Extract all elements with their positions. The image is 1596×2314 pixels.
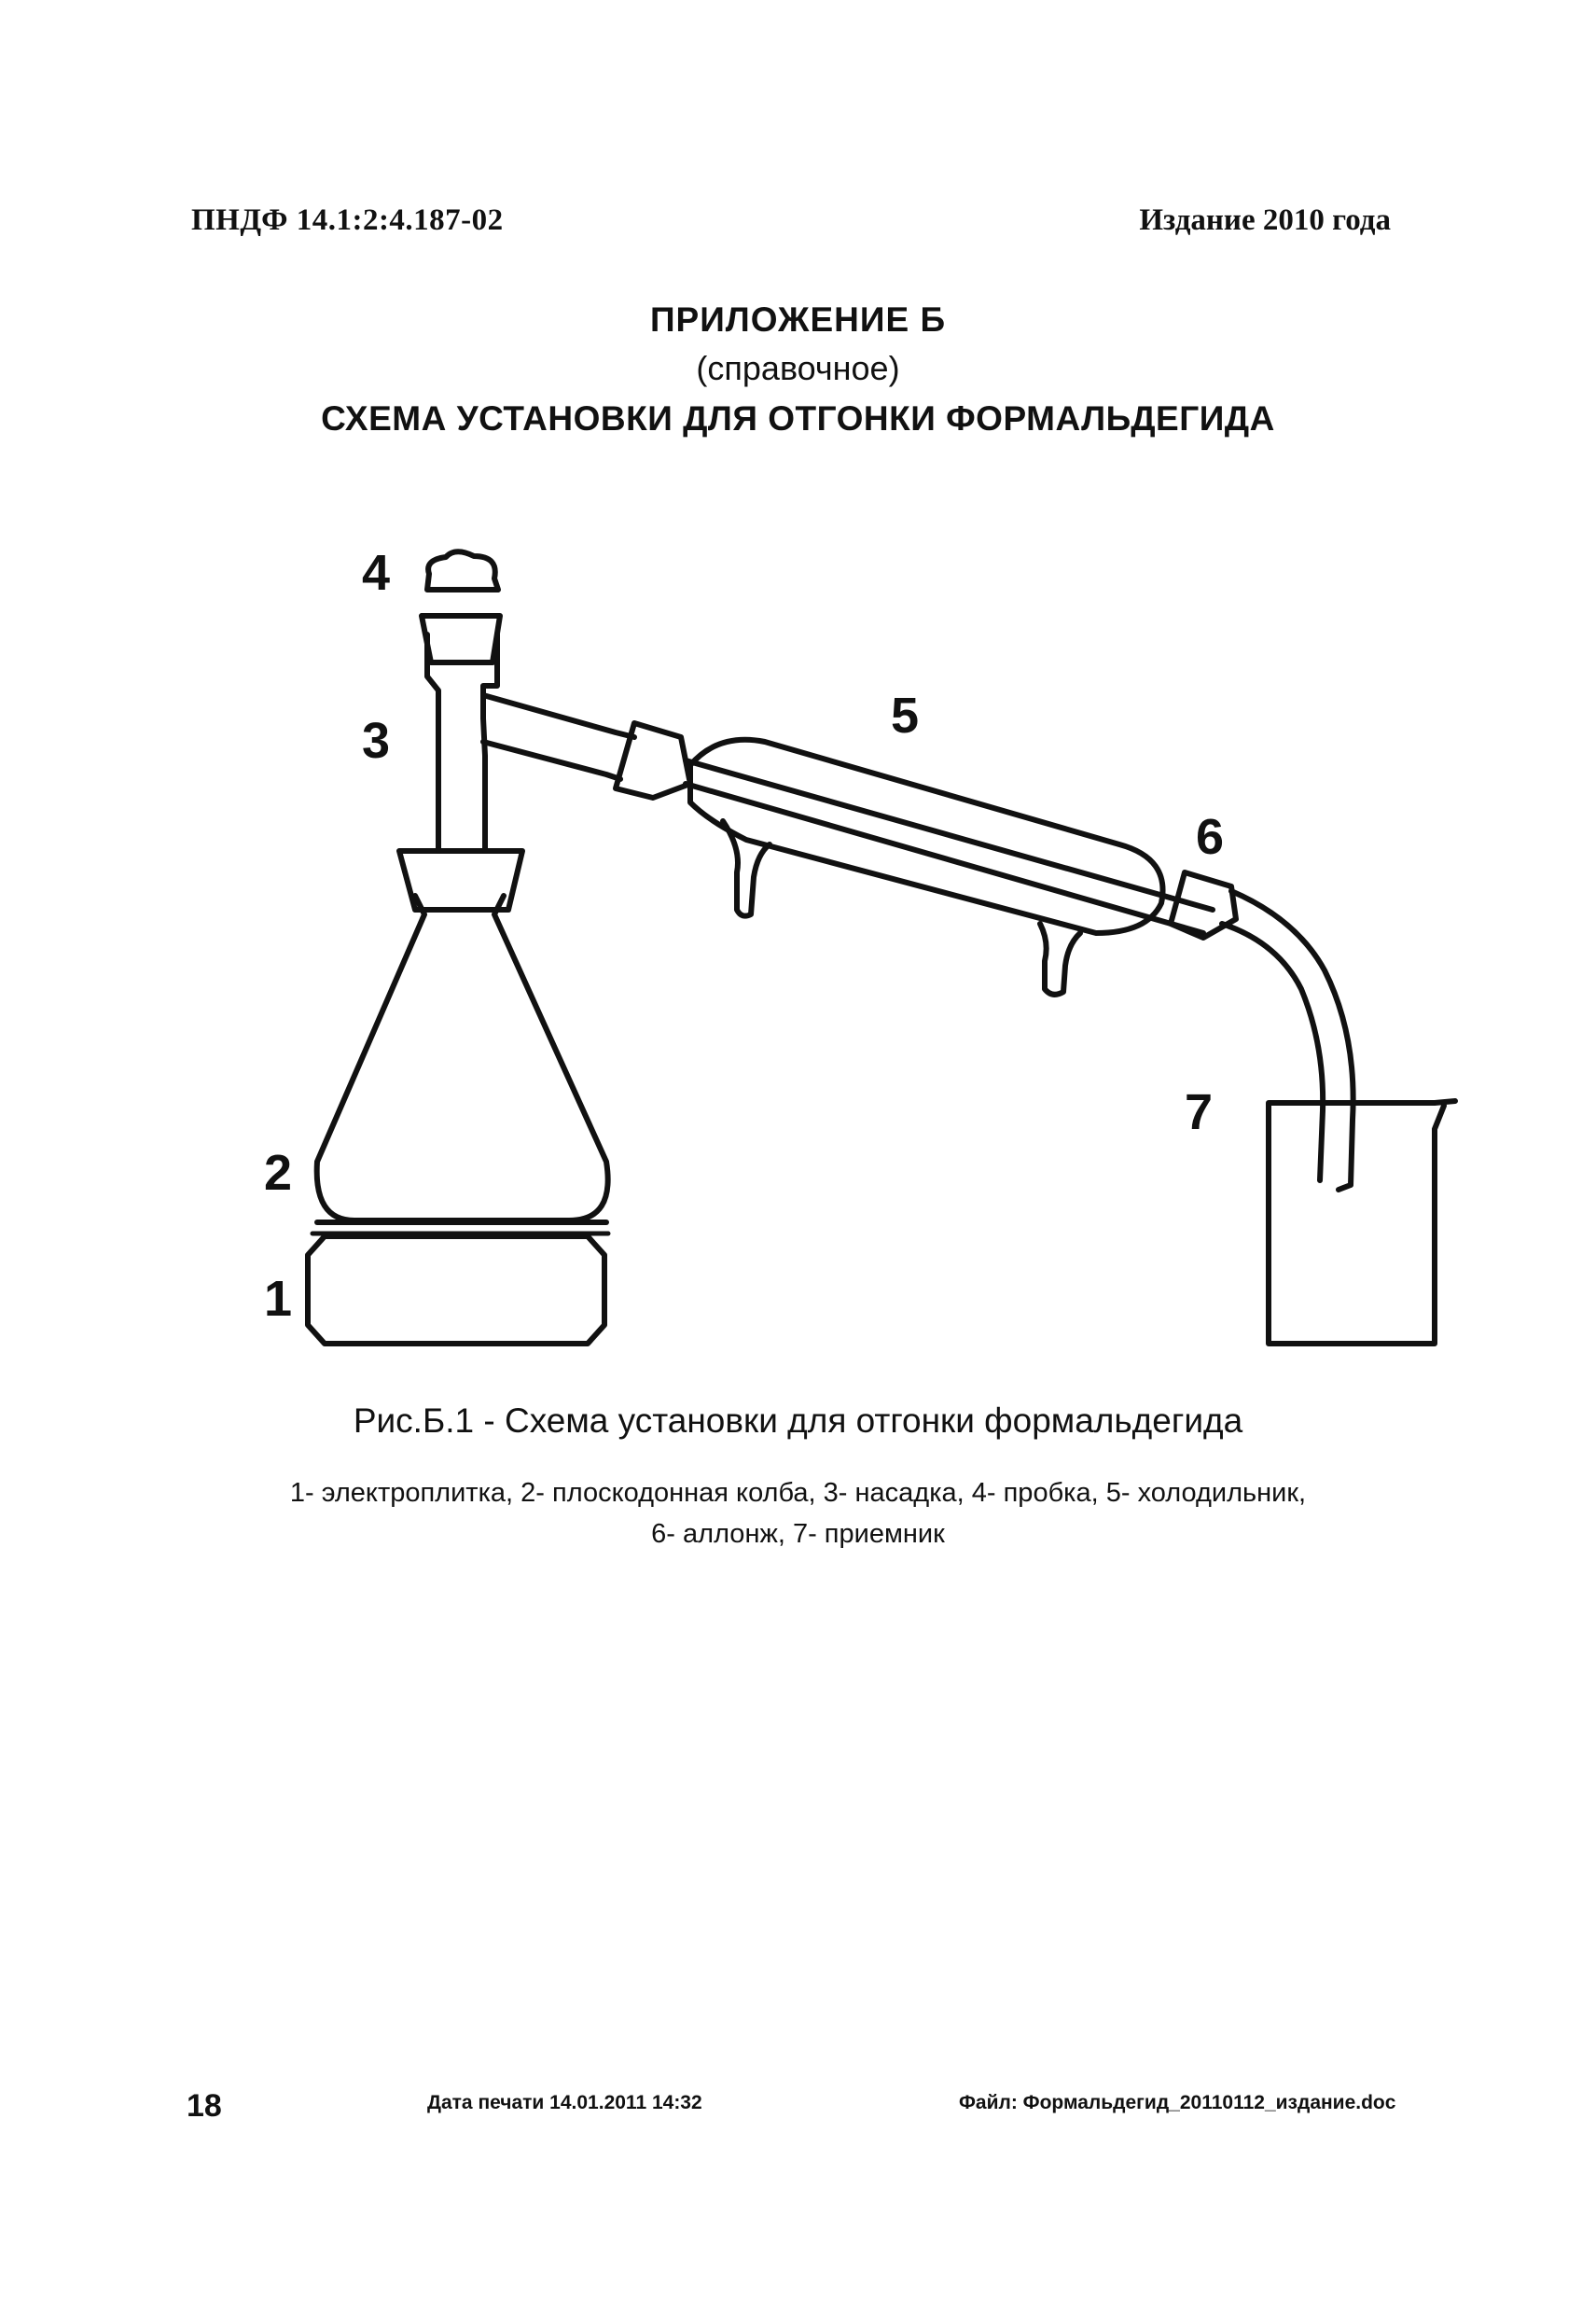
label-5: 5 xyxy=(891,688,920,744)
print-date: Дата печати 14.01.2011 14:32 xyxy=(427,2092,702,2113)
page-number: 18 xyxy=(187,2088,222,2124)
condenser-upper-port xyxy=(1040,924,1080,995)
label-4: 4 xyxy=(362,545,391,601)
document-code: ПНДФ 14.1:2:4.187-02 xyxy=(191,203,504,237)
label-7: 7 xyxy=(1185,1084,1214,1140)
edition-year: Издание 2010 года xyxy=(1139,203,1391,237)
file-name: Файл: Формальдегид_20110112_издание.doc xyxy=(959,2092,1396,2113)
flask-body xyxy=(317,896,608,1220)
hot-plate xyxy=(308,1236,604,1344)
allonge-tube xyxy=(1222,891,1353,1190)
label-1: 1 xyxy=(264,1271,293,1327)
figure-legend-line1: 1- электроплитка, 2- плоскодонная колба, 3- насадка, 4- пробка, 5- холодильник, xyxy=(289,1478,1307,1508)
figure-legend-line2: 6- аллонж, 7- приемник xyxy=(651,1519,945,1549)
appendix-type: (справочное) xyxy=(696,349,900,387)
appendix-name: СХЕМА УСТАНОВКИ ДЛЯ ОТГОНКИ ФОРМАЛЬДЕГИДА xyxy=(321,399,1275,438)
stopper-joint xyxy=(422,616,500,662)
stopper-top xyxy=(427,551,498,590)
label-3: 3 xyxy=(362,713,391,769)
label-2: 2 xyxy=(264,1145,293,1201)
appendix-title: ПРИЛОЖЕНИЕ Б xyxy=(649,300,947,339)
figure-caption: Рис.Б.1 - Схема установки для отгонки формальдегида xyxy=(353,1401,1243,1440)
condenser-jacket xyxy=(690,740,1163,933)
adapter-side-arm xyxy=(483,695,634,779)
condenser-lower-port xyxy=(723,821,770,916)
label-6: 6 xyxy=(1196,809,1225,865)
receiver-beaker xyxy=(1269,1101,1455,1344)
